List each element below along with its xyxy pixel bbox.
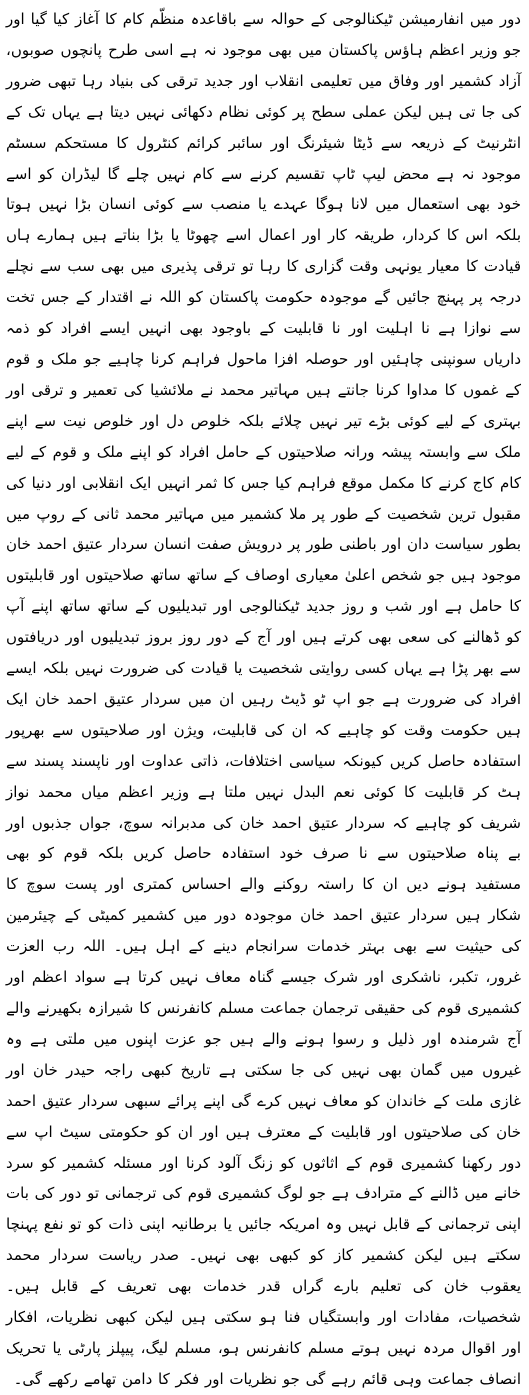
- article-body-text: دور میں انفارمیشن ٹیکنالوجی کے حوالہ سے باقاعدہ منظّم کام کا آغاز کیا گیا اور جو وزیر اعظم ہاؤس پاکستان میں بھی موجود نہ ہے اسی طرح پانچوں صوبوں، آزاد کشمیر اور وفاق میں تعلیمی انقلاب اور جدید ترقی کی بنیاد رہا تبھی ضرور کی جا تی ہیں لیکن عملی سطح پر کوئی نظام دکھائی نہیں دیتا ہے یہاں تک کے انٹرنیٹ کے ذریعہ سے ڈیٹا شیئرنگ اور سائبر کرائم کنٹرول کا مستحکم سسٹم موجود نہ ہے محض لیپ ٹاپ تقسیم کرنے سے کام نہیں چلے گا لیڈران کو اسے خود بھی استعمال میں لانا ہوگا عہدے یا منصب سے کوئی انسان بڑا نہیں ہوتا بلکہ اس کا کردار، طریقہ کار اور اعمال اسے چھوٹا یا بڑا بناتے ہیں ہمارے ہاں قیادت کا معیار یونہی وقت گزاری کا رہا تو ترقی پذیری میں بھی سب سے نچلے درجہ پر پہنچ جائیں گے موجودہ حکومت پاکستان کو اللہ نے اقتدار کے جس تخت سے نوازا ہے نا اہلیت اور نا قابلیت کے باوجود بھی انہیں ایسے افراد کو ذمہ داریاں سونپنی چاہئیں اور حوصلہ افزا ماحول فراہم کرنا چاہیے جو ملک و قوم کے غموں کا مداوا کرنا جانتے ہیں مہاتیر محمد نے ملائشیا کی تعمیر و ترقی اور بہتری کے لیے کوئی بڑے تیر نہیں چلائے بلکہ خلوص دل اور خلوص نیت سے اپنے ملک سے وابستہ پیشہ ورانہ صلاحیتوں کے حامل افراد کو اپنے ملک و قوم کے لیے کام کاج کرنے کا مکمل موقع فراہم کیا جس کا ثمر انہیں ایک انقلابی اور دنیا کی مقبول ترین شخصیت کے طور پر ملا کشمیر میں مہاتیر محمد ثانی کے روپ میں بطور سیاست دان اور باطنی طور پر درویش صفت انسان سردار عتیق احمد خان موجود ہیں جو شخص اعلیٰ معیاری اوصاف کے ساتھ ساتھ صلاحیتوں اور قابلیتوں کا حامل ہے اور شب و روز جدید ٹیکنالوجی اور تبدیلیوں کے ساتھ ساتھ اپنے آپ کو ڈھالنے کی سعی بھی کرتے ہیں اور آج کے دور روز بروز تبدیلیوں اور دریافتوں سے بھر پڑا ہے یہاں کسی روایتی شخصیت یا قیادت کی ضرورت نہیں بلکہ ایسے افراد کی ضرورت ہے جو اپ ٹو ڈیٹ رہیں ان میں سردار عتیق احمد خان ایک ہیں حکومت وقت کو چاہیے کہ ان کی قابلیت، ویژن اور صلاحیتوں سے بھرپور استفادہ حاصل کریں کیونکہ سیاسی اختلافات، ذاتی عداوت اور ناپسند پسند سے ہٹ کر قابلیت کا کوئی نعم البدل نہیں ملتا ہے وزیر اعظم میاں محمد نواز شریف کو چاہیے کہ سردار عتیق احمد خان کی مدبرانہ سوچ، جواں جذبوں اور بے پناہ صلاحیتوں سے نا صرف خود استفادہ حاصل کریں بلکہ قوم کو بھی مستفید ہونے دیں ان کا راستہ روکنے والے احساس کمتری اور پست سوچ کا شکار ہیں سردار عتیق احمد خان موجودہ دور میں کشمیر کمیٹی کے چیئرمین کی حیثیت سے بھی بہتر خدمات سرانجام دینے کے اہل ہیں۔ اللہ رب العزت غرور، تکبر، ناشکری اور شرک جیسے گناہ معاف نہیں کرتا ہے سواد اعظم اور کشمیری قوم کی حقیقی ترجمان جماعت مسلم کانفرنس کا شیرازہ بکھیرنے والے آج شرمندہ اور ذلیل و رسوا ہونے والے ہیں جو عزت اپنوں میں ملتی ہے وہ غیروں میں گمان بھی نہیں کی جا سکتی ہے تاریخ کبھی راجہ حیدر خان اور غازی ملت کے خاندان کو معاف نہیں کرے گی اپنے پرائے سبھی سردار عتیق احمد خان کی صلاحیتوں اور قابلیت کے معترف ہیں اور ان کو حکومتی سیٹ اپ سے دور رکھنا کشمیری قوم کے اثاثوں کو زنگ آلود کرنا اور مسئلہ کشمیر کو سرد خانے میں ڈالنے کے مترادف ہے جو لوگ کشمیری قوم کی ترجمانی تو دور کی بات اپنی ترجمانی کے قابل نہیں وہ امریکہ جائیں یا برطانیہ اپنی ذات کو تو نفع پہنچا سکتے ہیں لیکن کشمیر کاز کو کبھی بھی نہیں۔ صدر ریاست سردار محمد یعقوب خان کی تعلیم بارے گراں قدر خدمات بھی تعریف کے قابل ہیں۔ شخصیات، مفادات اور وابستگیاں فنا ہو سکتی ہیں لیکن کبھی نظریات، افکار اور اقوال مردہ نہیں ہوتے مسلم کانفرنس ہو، مسلم لیگ، پیپلز پارٹی یا تحریک انصاف جماعت وہی قائم رہے گی جو نظریات اور فکر کا دامن تھامے رکھے گی۔: [6, 10, 521, 1388]
